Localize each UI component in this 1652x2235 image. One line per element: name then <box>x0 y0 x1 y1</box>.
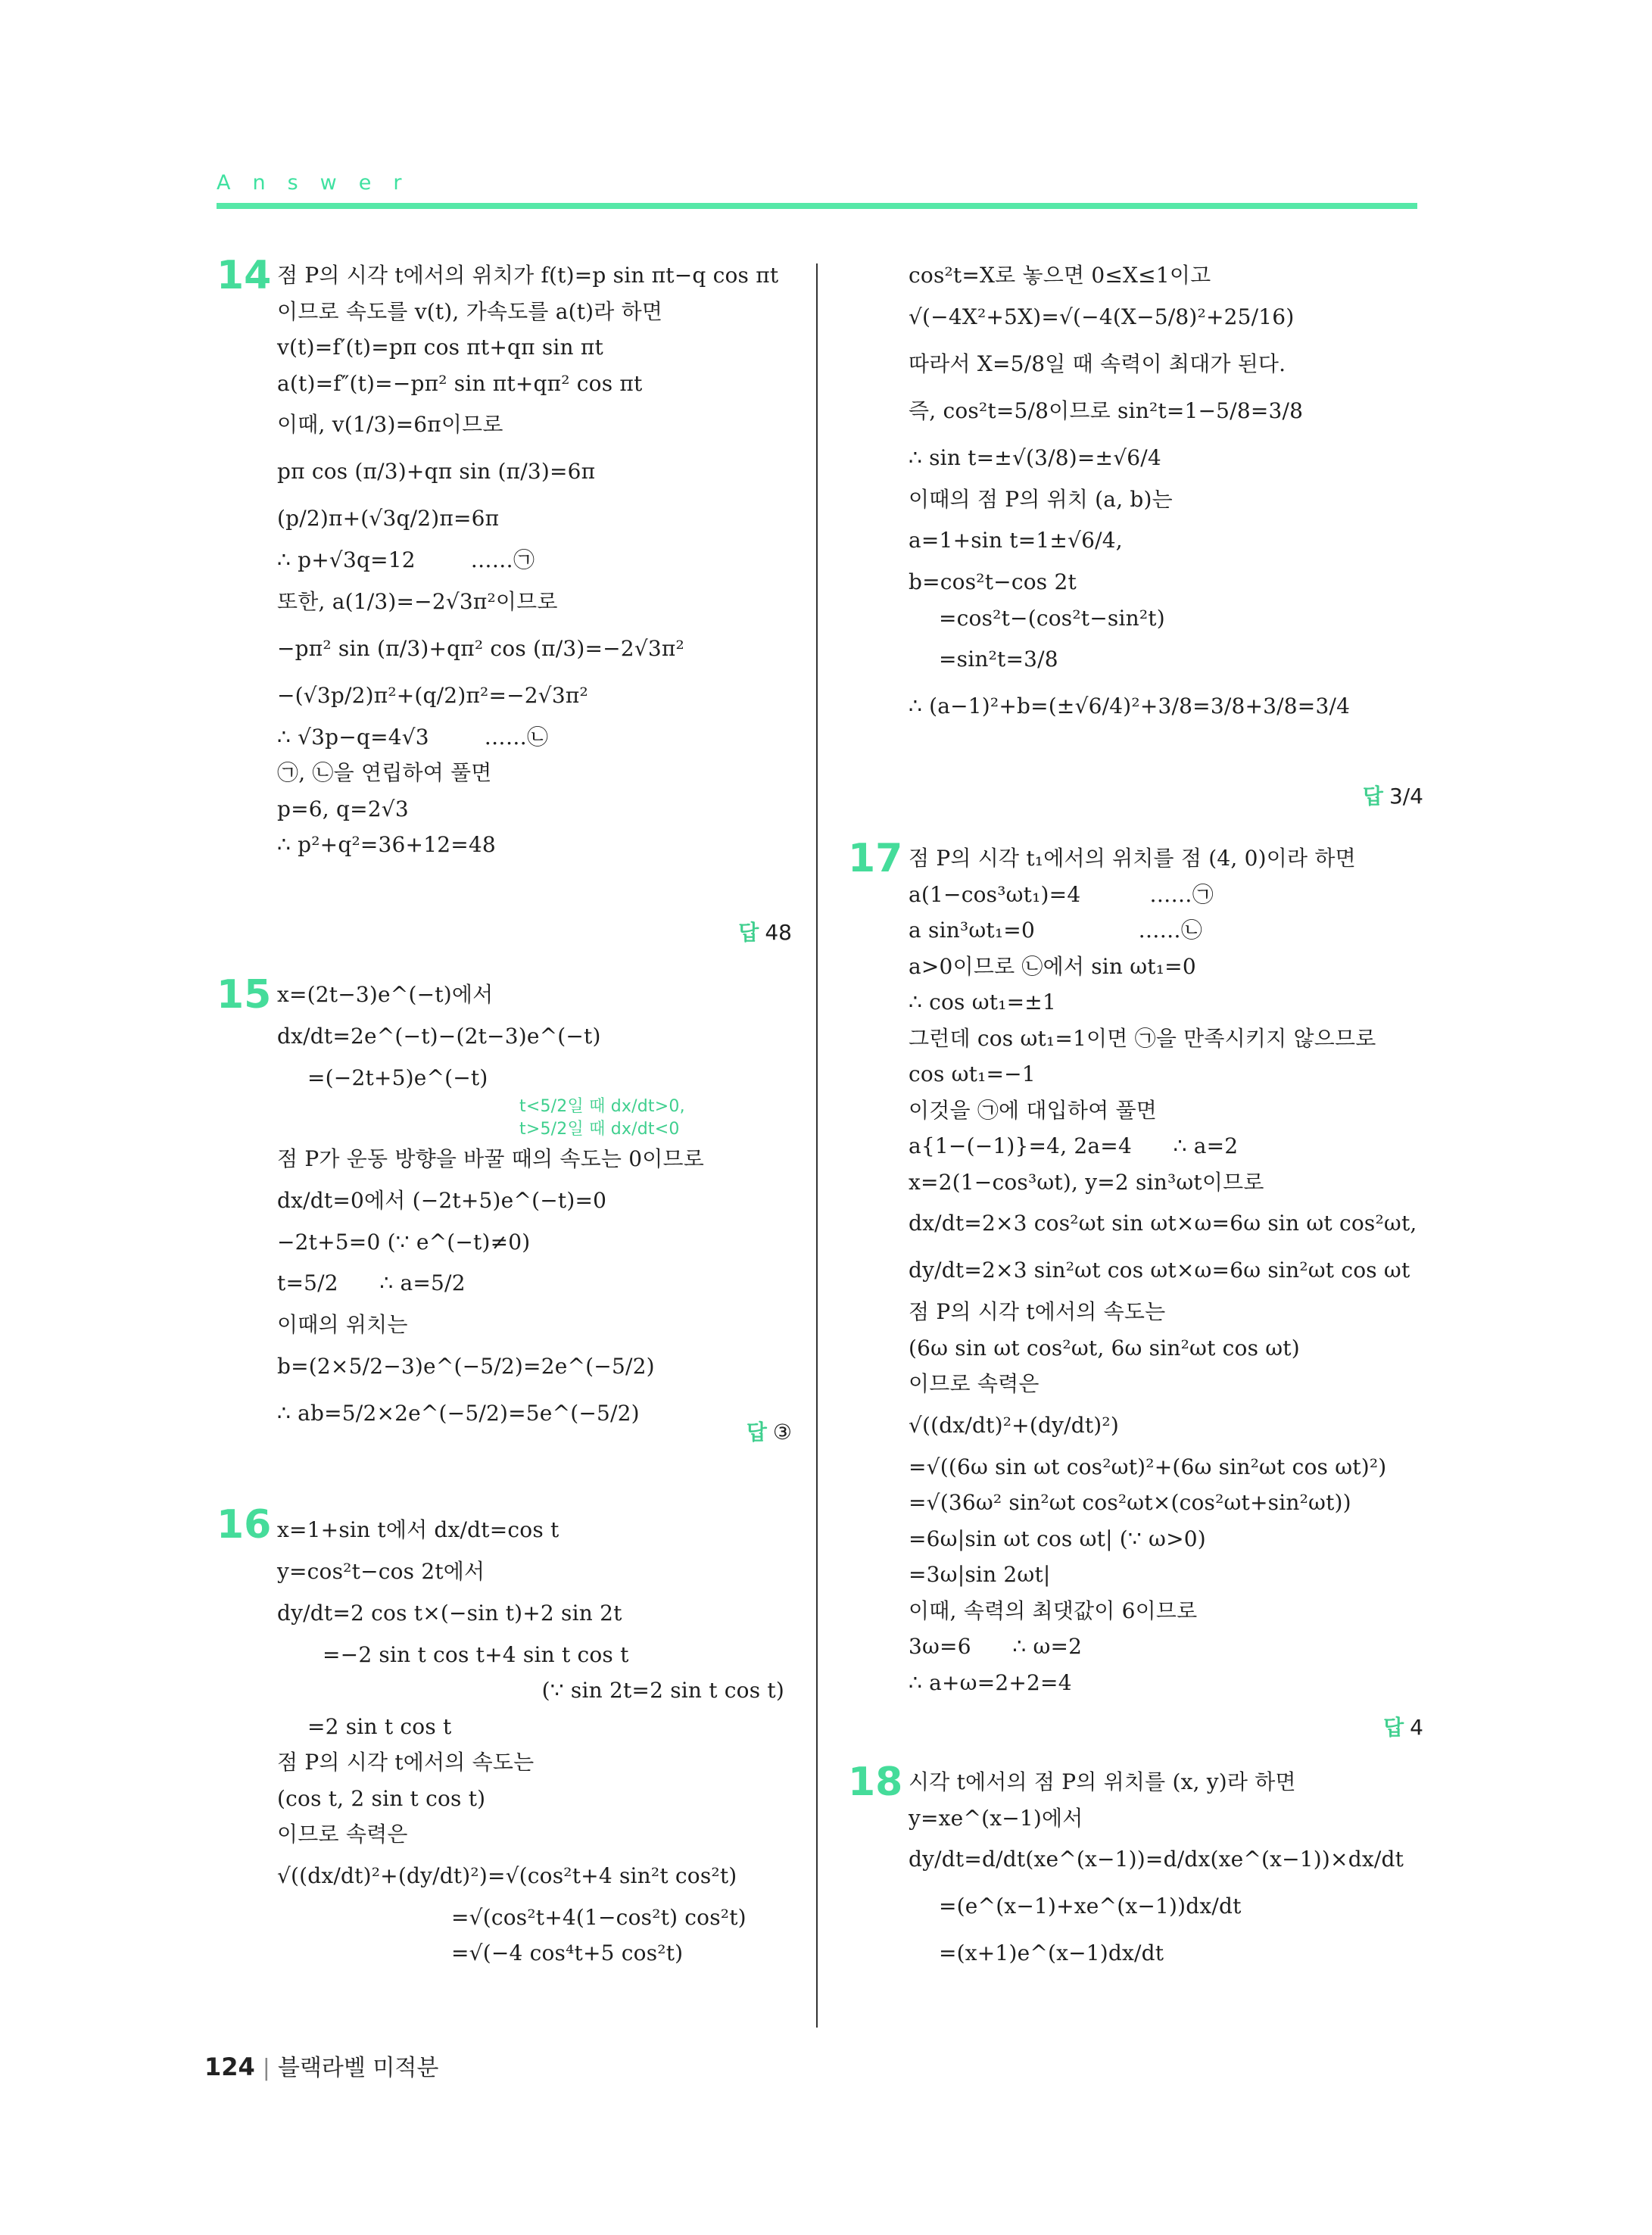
solution-line: dy/dt=d/dt(xe^(x−1))=d/dx(xe^(x−1))×dx/dt <box>909 1847 1404 1872</box>
solution-line: ∴ p²+q²=36+12=48 <box>277 832 496 857</box>
solution-line: dx/dt=2×3 cos²ωt sin ωt×ω=6ω sin ωt cos²ωt, <box>909 1211 1417 1236</box>
solution-line: dy/dt=2×3 sin²ωt cos ωt×ω=6ω sin²ωt cos ωt <box>909 1258 1410 1283</box>
answer-mark: 답 <box>1362 784 1383 809</box>
solution-line: 이것을 ㉠에 대입하여 풀면 <box>909 1097 1157 1123</box>
answer-mark: 답 <box>738 920 759 945</box>
solution-line: 이때의 위치는 <box>277 1312 408 1337</box>
solution-line: 시각 t에서의 점 P의 위치를 (x, y)라 하면 <box>909 1769 1296 1794</box>
page-number: 124 <box>204 2053 255 2081</box>
solution-line: 또한, a(1/3)=−2√3π²이므로 <box>277 588 558 614</box>
solution-line: 이므로 속도를 v(t), 가속도를 a(t)라 하면 <box>277 298 663 324</box>
solution-line: p=6, q=2√3 <box>277 796 409 821</box>
solution-line: t=5/2 ∴ a=5/2 <box>277 1270 466 1295</box>
answer-value: ③ <box>772 1420 792 1445</box>
solution-line: √((dx/dt)²+(dy/dt)²)=√(cos²t+4 sin²t cos²t) <box>277 1862 737 1888</box>
solution-line: ∴ √3p−q=4√3 ……㉡ <box>277 724 549 750</box>
solution-line: y=xe^(x−1)에서 <box>909 1805 1083 1831</box>
solution-line: x=1+sin t에서 dx/dt=cos t <box>277 1517 559 1542</box>
solution-line: −pπ² sin (π/3)+qπ² cos (π/3)=−2√3π² <box>277 635 684 661</box>
solution-line: =3ω|sin 2ωt| <box>909 1562 1051 1587</box>
solution-line: 점 P가 운동 방향을 바꿀 때의 속도는 0이므로 <box>277 1146 704 1171</box>
solution-line: dy/dt=2 cos t×(−sin t)+2 sin 2t <box>277 1600 622 1626</box>
solution-line: x=(2t−3)e^(−t)에서 <box>277 982 494 1007</box>
solution-line: =√((6ω sin ωt cos²ωt)²+(6ω sin²ωt cos ωt)²) <box>909 1454 1387 1479</box>
problem-number: 16 <box>217 1502 272 1548</box>
answer-box <box>747 1416 792 1446</box>
solution-line: (∵ sin 2t=2 sin t cos t) <box>541 1678 784 1703</box>
solution-line: 이때, v(1/3)=6π이므로 <box>277 412 503 437</box>
solution-line: =√(cos²t+4(1−cos²t) cos²t) <box>451 1904 747 1930</box>
solution-line: =2 sin t cos t <box>307 1713 452 1739</box>
solution-line: =−2 sin t cos t+4 sin t cos t <box>323 1641 629 1667</box>
solution-line: −2t+5=0 (∵ e^(−t)≠0) <box>277 1229 531 1255</box>
solution-line: −(√3p/2)π²+(q/2)π²=−2√3π² <box>277 682 588 708</box>
solution-line: =√(36ω² sin²ωt cos²ωt×(cos²ωt+sin²ωt)) <box>909 1490 1351 1515</box>
column-divider <box>816 263 818 2028</box>
header-rule <box>217 203 1417 209</box>
problem-number: 14 <box>217 253 272 298</box>
solution-line: ∴ p+√3q=12 ……㉠ <box>277 547 535 572</box>
problem-16-continued <box>848 257 1423 840</box>
solution-line: dx/dt=2e^(−t)−(2t−3)e^(−t) <box>277 1023 601 1049</box>
solution-line: pπ cos (π/3)+qπ sin (π/3)=6π <box>277 459 596 484</box>
problem-14 <box>217 253 792 977</box>
solution-line: ∴ sin t=±√(3/8)=±√6/4 <box>909 444 1161 470</box>
solution-line: =6ω|sin ωt cos ωt| (∵ ω>0) <box>909 1526 1206 1551</box>
solution-line: (cos t, 2 sin t cos t) <box>277 1785 486 1811</box>
solution-line: 이때의 점 P의 위치 (a, b)는 <box>909 486 1173 512</box>
right-column <box>848 257 1423 1977</box>
solution-line: =(−2t+5)e^(−t) <box>307 1065 488 1090</box>
solution-line: =√(−4 cos⁴t+5 cos²t) <box>451 1940 684 1965</box>
problem-18 <box>848 1760 1423 1977</box>
solution-line: √((dx/dt)²+(dy/dt)²) <box>909 1412 1119 1438</box>
problem-number: 17 <box>848 836 903 881</box>
solution-line: dx/dt=0에서 (−2t+5)e^(−t)=0 <box>277 1187 607 1213</box>
problem-number: 15 <box>217 972 272 1018</box>
answer-mark: 답 <box>746 1420 767 1445</box>
solution-line: 3ω=6 ∴ ω=2 <box>909 1634 1083 1659</box>
solution-line: b=(2×5/2−3)e^(−5/2)=2e^(−5/2) <box>277 1353 655 1379</box>
solution-line: b=cos²t−cos 2t <box>909 569 1077 594</box>
answer-header: Answer <box>217 171 424 195</box>
side-note: t>5/2일 때 dx/dt<0 <box>519 1120 680 1139</box>
solution-line: a{1−(−1)}=4, 2a=4 ∴ a=2 <box>909 1133 1239 1158</box>
problem-number: 18 <box>848 1760 903 1805</box>
solution-line: (6ω sin ωt cos²ωt, 6ω sin²ωt cos ωt) <box>909 1335 1300 1361</box>
answer-box <box>738 916 792 946</box>
left-column <box>217 253 792 1972</box>
problem-16 <box>217 1502 792 1972</box>
solution-line: a(1−cos³ωt₁)=4 ……㉠ <box>909 881 1214 907</box>
answer-value: 3/4 <box>1389 784 1423 809</box>
side-note: t<5/2일 때 dx/dt>0, <box>519 1097 685 1116</box>
solution-line: ∴ cos ωt₁=±1 <box>909 990 1056 1015</box>
answer-mark: 답 <box>1383 1715 1404 1740</box>
solution-line: 점 P의 시각 t₁에서의 위치를 점 (4, 0)이라 하면 <box>909 846 1356 871</box>
solution-line: 이므로 속력은 <box>909 1371 1040 1396</box>
solution-line: v(t)=f′(t)=pπ cos πt+qπ sin πt <box>277 335 603 360</box>
answer-value: 4 <box>1410 1715 1423 1740</box>
problem-17 <box>848 836 1423 1764</box>
book-title: 블랙라벨 미적분 <box>277 2055 439 2081</box>
answer-box <box>1363 780 1423 810</box>
page-footer <box>204 2049 438 2082</box>
footer-separator: | <box>262 2055 270 2081</box>
solution-line: y=cos²t−cos 2t에서 <box>277 1559 485 1584</box>
solution-line: ㉠, ㉡을 연립하여 풀면 <box>277 760 492 785</box>
solution-line: 점 P의 시각 t에서의 위치가 f(t)=p sin πt−q cos πt <box>277 263 779 288</box>
solution-line: =cos²t−(cos²t−sin²t) <box>939 605 1165 631</box>
solution-line: ∴ ab=5/2×2e^(−5/2)=5e^(−5/2) <box>277 1400 640 1426</box>
solution-line: 이므로 속력은 <box>277 1822 408 1847</box>
solution-line: a sin³ωt₁=0 ……㉡ <box>909 918 1203 943</box>
solution-line: (p/2)π+(√3q/2)π=6π <box>277 506 500 531</box>
solution-line: 따라서 X=5/8일 때 속력이 최대가 된다. <box>909 351 1286 376</box>
solution-line: √(−4X²+5X)=√(−4(X−5/8)²+25/16) <box>909 304 1295 329</box>
solution-line: a=1+sin t=1±√6/4, <box>909 528 1123 553</box>
solution-line: x=2(1−cos³ωt), y=2 sin³ωt이므로 <box>909 1169 1264 1195</box>
solution-line: 점 P의 시각 t에서의 속도는 <box>909 1299 1166 1324</box>
solution-line: 점 P의 시각 t에서의 속도는 <box>277 1750 535 1775</box>
solution-line: a>0이므로 ㉡에서 sin ωt₁=0 <box>909 953 1196 979</box>
solution-line: 즉, cos²t=5/8이므로 sin²t=1−5/8=3/8 <box>909 397 1304 423</box>
answer-box <box>1383 1711 1423 1741</box>
solution-line: ∴ a+ω=2+2=4 <box>909 1669 1072 1695</box>
solution-line: 이때, 속력의 최댓값이 6이므로 <box>909 1598 1198 1623</box>
solution-line: cos ωt₁=−1 <box>909 1061 1036 1086</box>
solution-line: cos²t=X로 놓으면 0≤X≤1이고 <box>909 263 1211 288</box>
solution-line: ∴ (a−1)²+b=(±√6/4)²+3/8=3/8+3/8=3/4 <box>909 694 1351 719</box>
solution-line: 그런데 cos ωt₁=1이면 ㉠을 만족시키지 않으므로 <box>909 1025 1376 1051</box>
problem-15 <box>217 972 792 1507</box>
solution-line: =(e^(x−1)+xe^(x−1))dx/dt <box>939 1894 1242 1919</box>
solution-line: a(t)=f″(t)=−pπ² sin πt+qπ² cos πt <box>277 370 643 396</box>
solution-line: =sin²t=3/8 <box>939 647 1058 672</box>
solution-line: =(x+1)e^(x−1)dx/dt <box>939 1940 1164 1965</box>
answer-value: 48 <box>765 920 792 945</box>
